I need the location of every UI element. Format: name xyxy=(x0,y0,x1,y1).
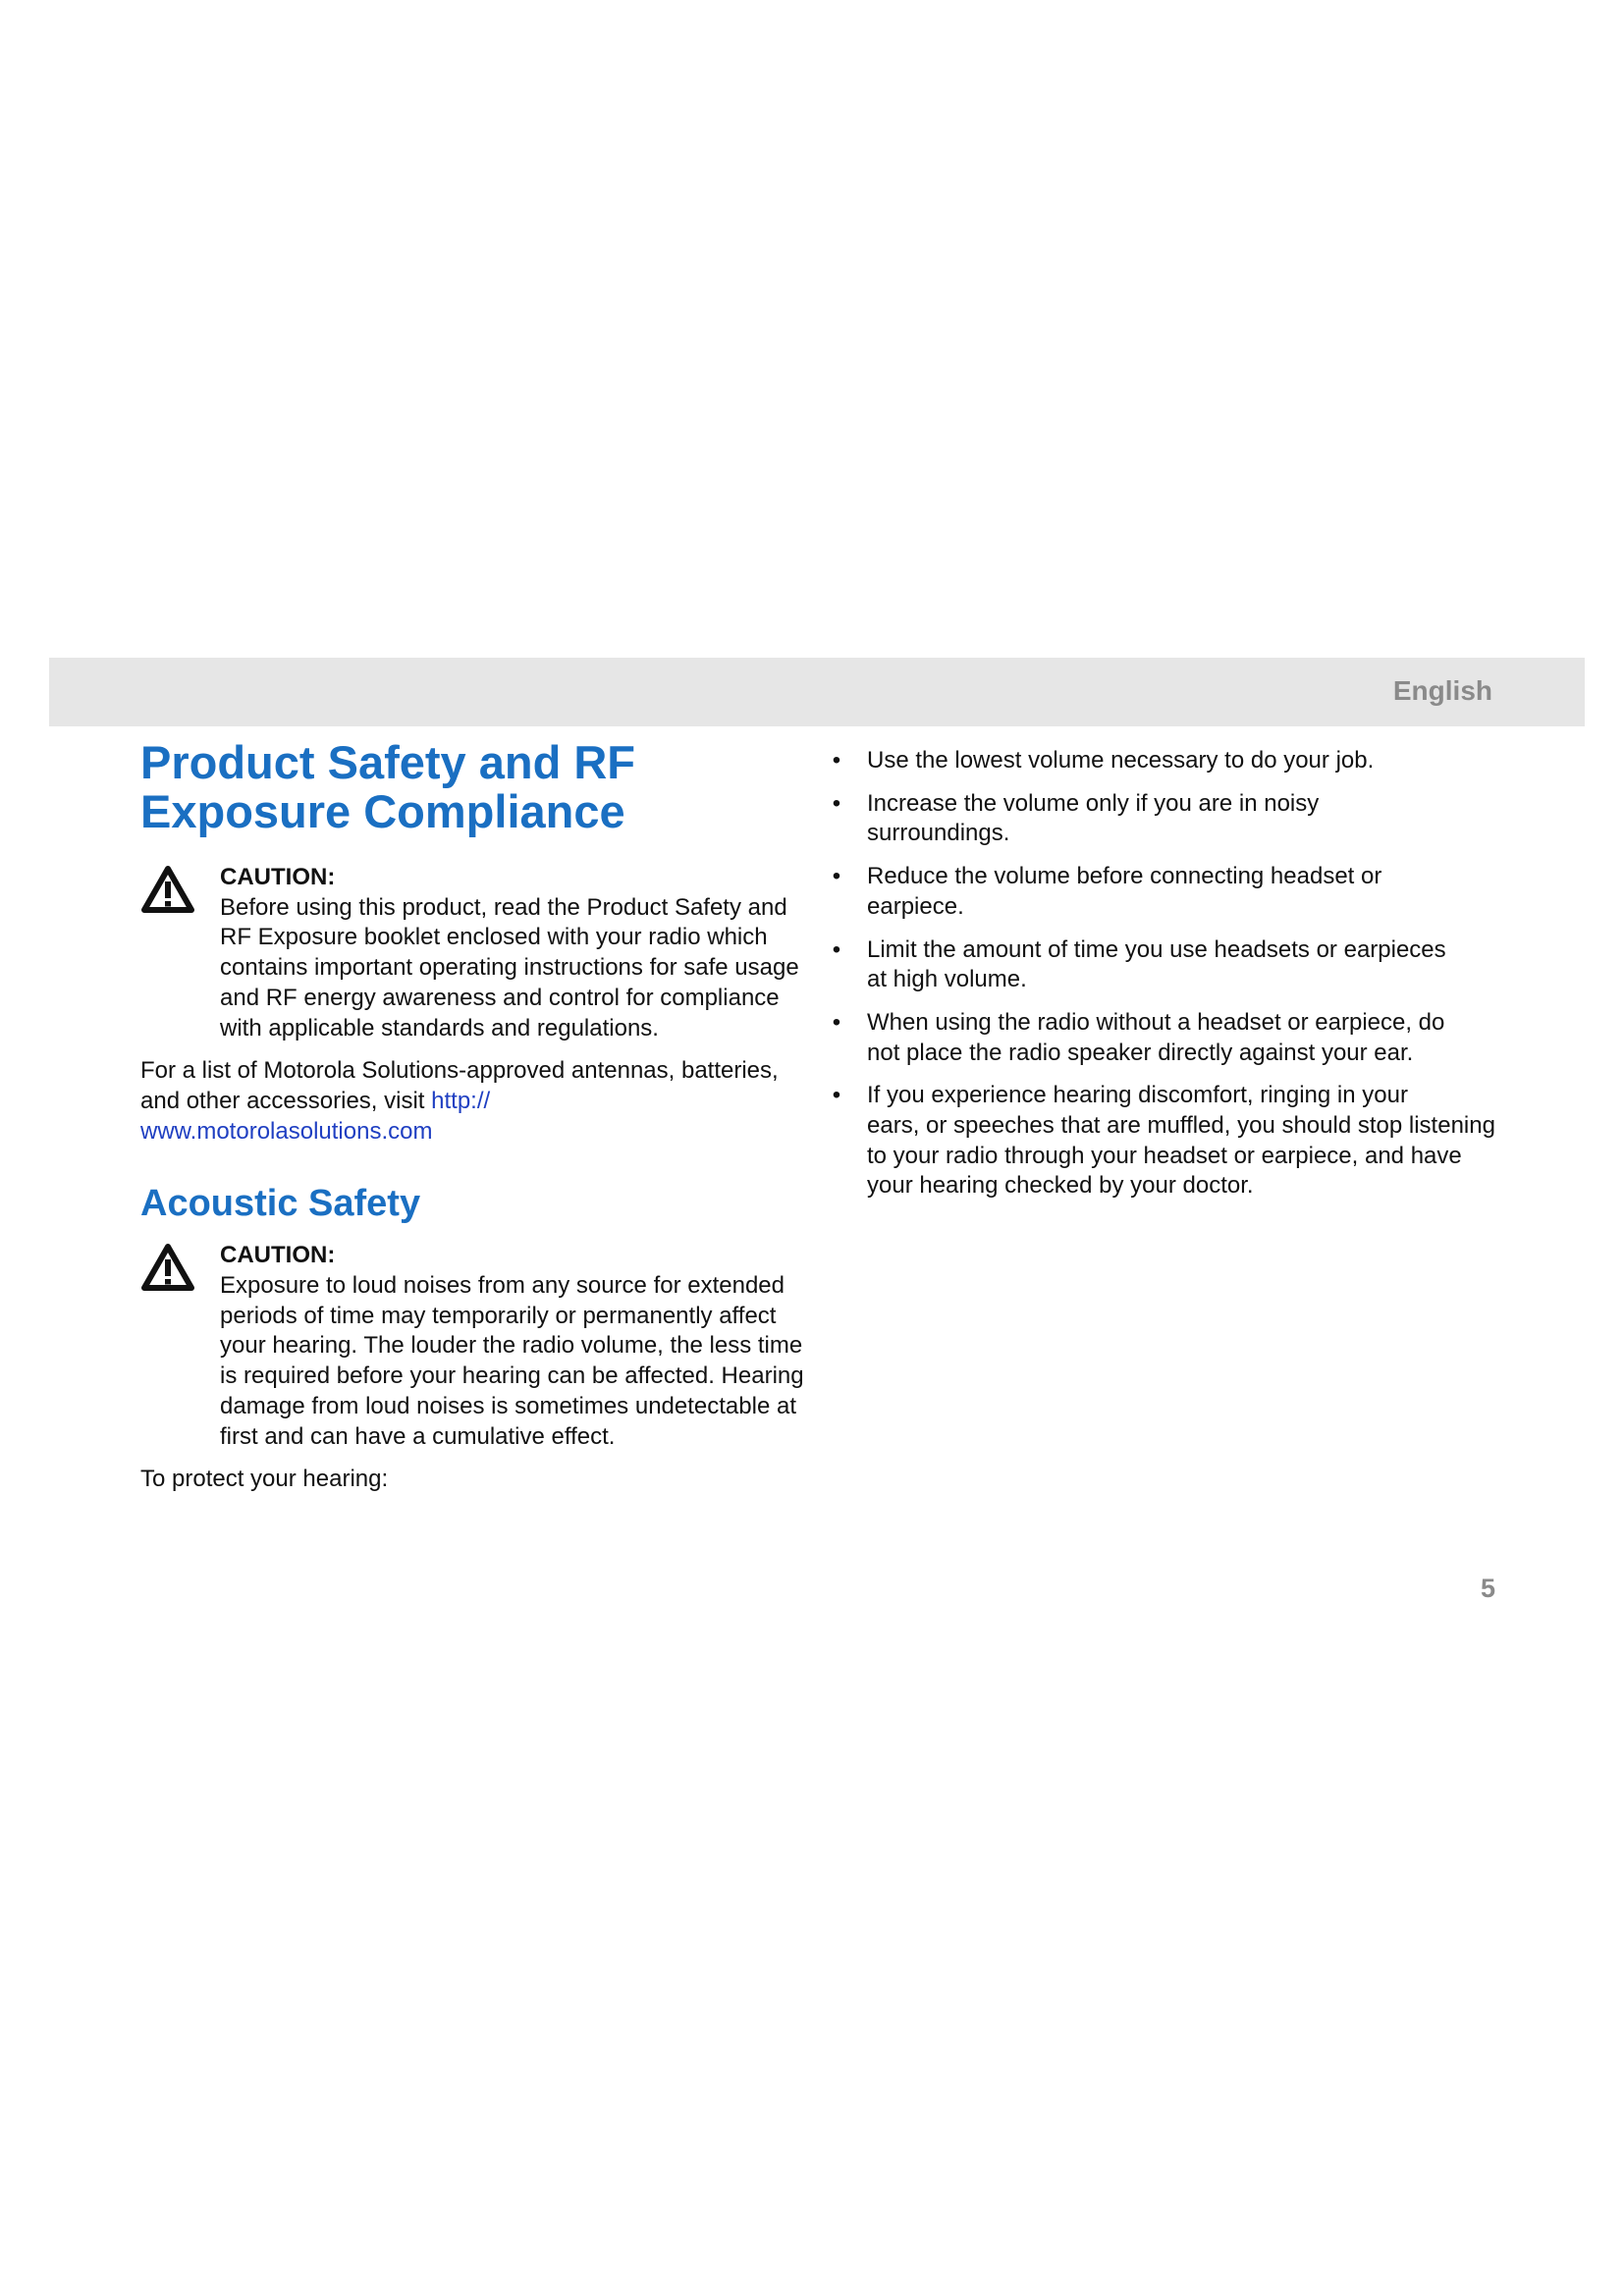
caution-label: CAUTION: xyxy=(220,864,336,890)
bullet-icon: • xyxy=(832,935,841,963)
bullet-icon: • xyxy=(832,863,841,890)
page-number: 5 xyxy=(1480,1574,1495,1603)
list-item xyxy=(830,1081,1497,1201)
left-column xyxy=(140,738,808,1495)
warning-triangle-icon xyxy=(140,1243,195,1292)
protect-hearing-intro: To protect your hearing: xyxy=(140,1466,389,1493)
caution-text: Exposure to loud noises from any source for extended periods of time may temporarily or permanently affect your hearing. The louder the radio volume, the less time is required before your hearing can be affected. Hearing damage from loud noises is sometimes undetectable at first and can have a cumulative effect. xyxy=(220,1272,804,1450)
product-safety-caution xyxy=(140,863,808,1043)
acoustic-safety-heading: Acoustic Safety xyxy=(140,1183,421,1225)
list-item xyxy=(830,789,1497,849)
right-column xyxy=(830,746,1497,1214)
list-item-text-continued: at high volume. xyxy=(867,966,1027,993)
page-title-line2: Exposure Compliance xyxy=(140,785,625,837)
accessories-paragraph xyxy=(140,1056,808,1147)
caution-text: Before using this product, read the Product Safety and RF Exposure booklet enclosed with your radio which contains important operating instructions for safe usage and RF energy awareness and control for compliance with applicable standards and regulations. xyxy=(220,893,799,1041)
accessories-link-part1[interactable]: http:// xyxy=(431,1087,491,1114)
list-item-text: Use the lowest volume necessary to do your job. xyxy=(867,747,1375,774)
hearing-tips-list xyxy=(830,746,1497,1201)
accessories-link-part2[interactable]: www.motorolasolutions.com xyxy=(140,1117,433,1145)
bullet-icon: • xyxy=(832,1008,841,1036)
acoustic-safety-caution xyxy=(140,1241,808,1452)
list-item-text-continued: ears, or speeches that are muffled, you should stop listening to your radio through your headset or earpiece, and have your hearing checked by your doctor. xyxy=(867,1112,1495,1200)
bullet-icon: • xyxy=(832,1082,841,1109)
bullet-icon: • xyxy=(832,747,841,774)
page-title-line1: Product Safety and RF xyxy=(140,736,636,788)
language-label: English xyxy=(1392,675,1492,706)
list-item-text: Reduce the volume before connecting headset or xyxy=(867,863,1382,890)
page-title xyxy=(140,738,808,836)
list-item-text-continued: surroundings. xyxy=(867,820,1010,847)
list-item-text-continued: not place the radio speaker directly against your ear. xyxy=(867,1039,1414,1066)
bullet-icon: • xyxy=(832,789,841,817)
list-item-text-continued: earpiece. xyxy=(867,892,964,920)
list-item-text: If you experience hearing discomfort, ringing in your xyxy=(867,1082,1408,1109)
list-item-text: Increase the volume only if you are in noisy xyxy=(867,789,1320,817)
list-item xyxy=(830,935,1497,995)
header-band xyxy=(49,658,1585,726)
list-item xyxy=(830,1008,1497,1068)
warning-triangle-icon xyxy=(140,865,195,914)
caution-label: CAUTION: xyxy=(220,1242,336,1269)
list-item xyxy=(830,746,1497,776)
list-item xyxy=(830,862,1497,922)
list-item-text: When using the radio without a headset or earpiece, do xyxy=(867,1008,1445,1036)
list-item-text: Limit the amount of time you use headsets or earpieces xyxy=(867,935,1446,963)
accessories-text: For a list of Motorola Solutions-approved antennas, batteries, and other accessories, visit xyxy=(140,1057,779,1114)
